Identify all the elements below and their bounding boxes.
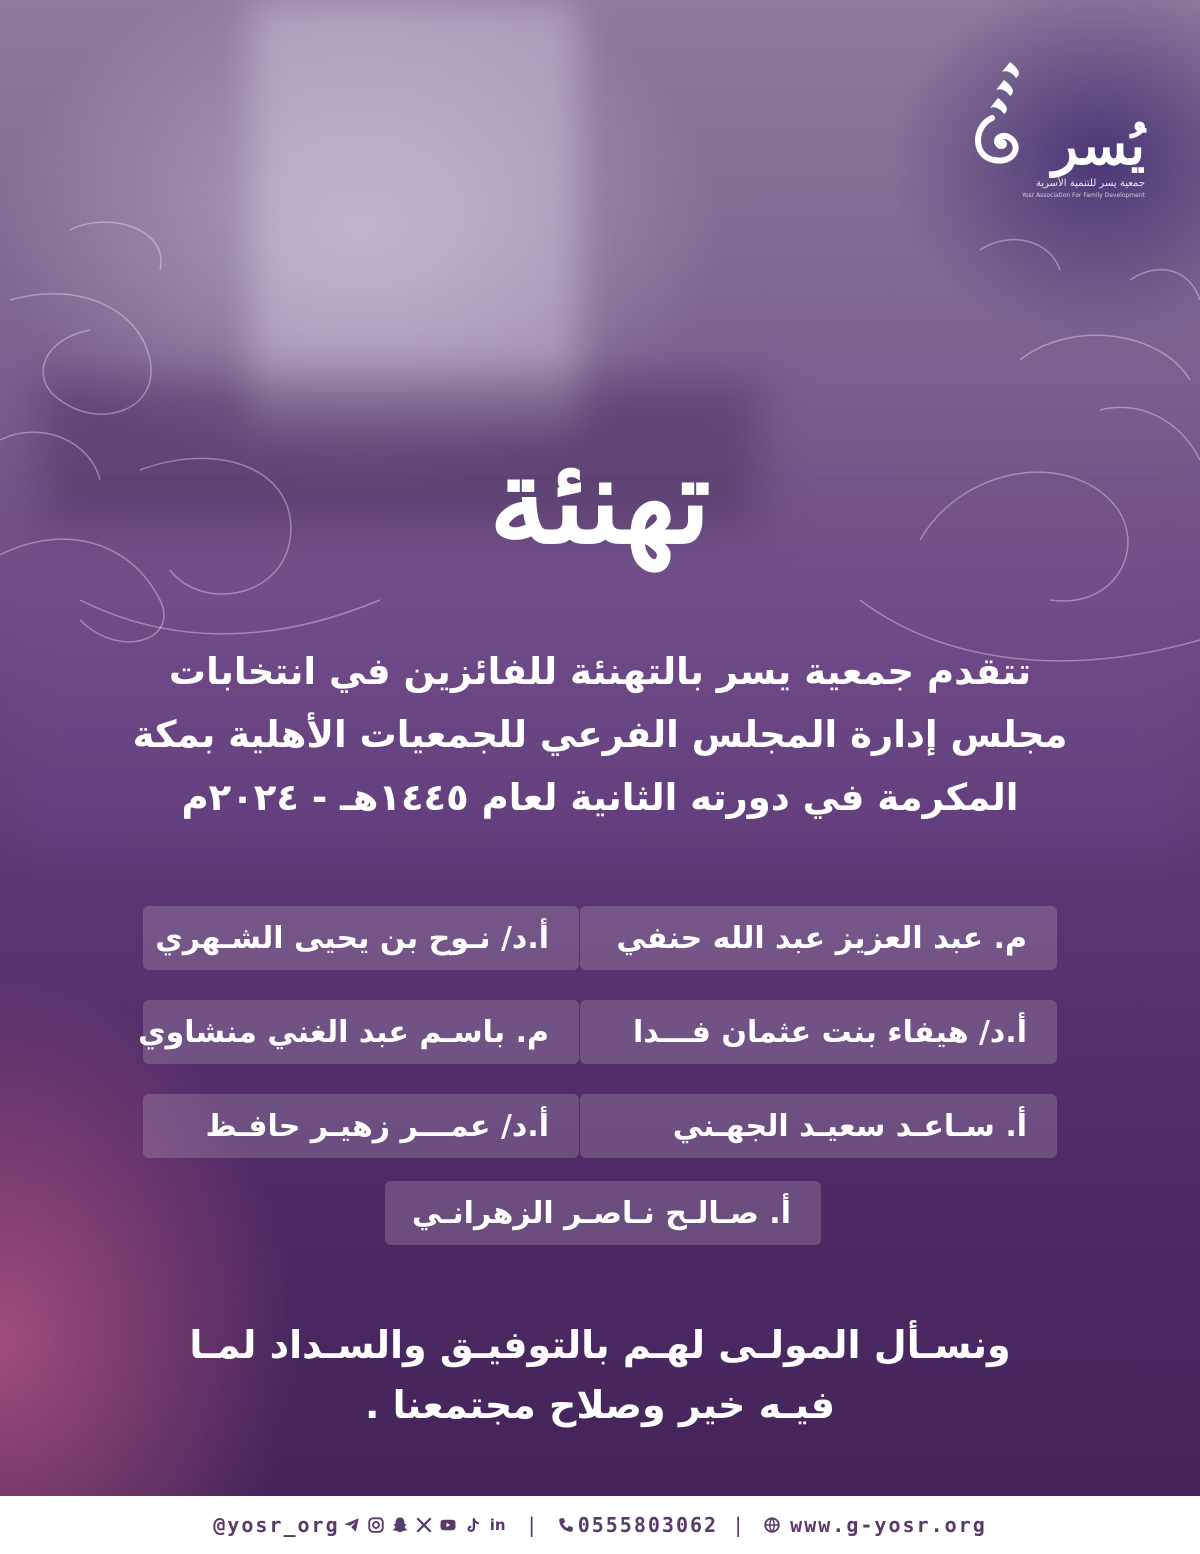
youtube-icon[interactable] (439, 1516, 457, 1534)
globe-icon (763, 1516, 781, 1534)
headline: تهنئة (489, 431, 711, 570)
linkedin-icon[interactable]: in (489, 1516, 506, 1534)
social-handle-group (213, 1513, 511, 1537)
winner-pill-5: أ. سـاعـد سعيـد الجهـني (580, 1094, 1057, 1158)
phone-number[interactable]: 0555803062 (577, 1513, 719, 1537)
snapchat-icon[interactable] (391, 1516, 409, 1534)
logo-wordmark: يُسر (1052, 113, 1145, 177)
winner-pill-4: م. باسـم عبد الغني منشاوي (143, 1000, 579, 1064)
instagram-icon[interactable] (367, 1516, 385, 1534)
footer-bar (0, 1496, 1200, 1554)
winner-pill-6: أ.د/ عمـــر زهيـر حافـظ (143, 1094, 579, 1158)
winner-pill-7: أ. صـالـح نـاصـر الزهرانـي (385, 1181, 821, 1245)
winner-pill-1: م. عبد العزيز عبد الله حنفي (580, 906, 1057, 970)
closing-paragraph: ونسـأل المولـى لهـم بالتوفيـق والسـداد لمـا فيـه خير وصلاح مجتمعنا . (189, 1323, 1011, 1427)
intro-paragraph: تتقدم جمعية يسر بالتهنئة للفائزين في انتخابات مجلس إدارة المجلس الفرعي للجمعيات الأهلية بمكة المكرمة في دورته الثانية لعام ١٤٤٥هـ - ٢٠٢٤م (132, 650, 1068, 819)
yosr-logo (965, 60, 1145, 205)
yosr-logo-mark-icon (970, 60, 1030, 170)
social-handle[interactable]: @yosr_org (213, 1513, 340, 1537)
website-group (760, 1513, 987, 1537)
logo-subtitle-arabic: جمعية يسر للتنمية الأسرية (1036, 178, 1145, 189)
logo-subtitle-english: Yosr Association For Family Development (1022, 192, 1145, 199)
phone-icon (557, 1516, 575, 1534)
tiktok-icon[interactable] (463, 1516, 481, 1534)
footer-separator: | (525, 1513, 540, 1537)
telegram-icon[interactable] (343, 1516, 361, 1534)
winner-pill-2: أ.د/ نـوح بن يحيى الشـهري (143, 906, 579, 970)
winner-pill-3: أ.د/ هيفاء بنت عثمان فـــدا (580, 1000, 1057, 1064)
website-link[interactable]: www.g-yosr.org (790, 1513, 987, 1537)
footer-separator: | (732, 1513, 747, 1537)
phone-group (554, 1513, 718, 1537)
background-blur-lamp (250, 0, 580, 430)
x-icon[interactable] (415, 1516, 433, 1534)
